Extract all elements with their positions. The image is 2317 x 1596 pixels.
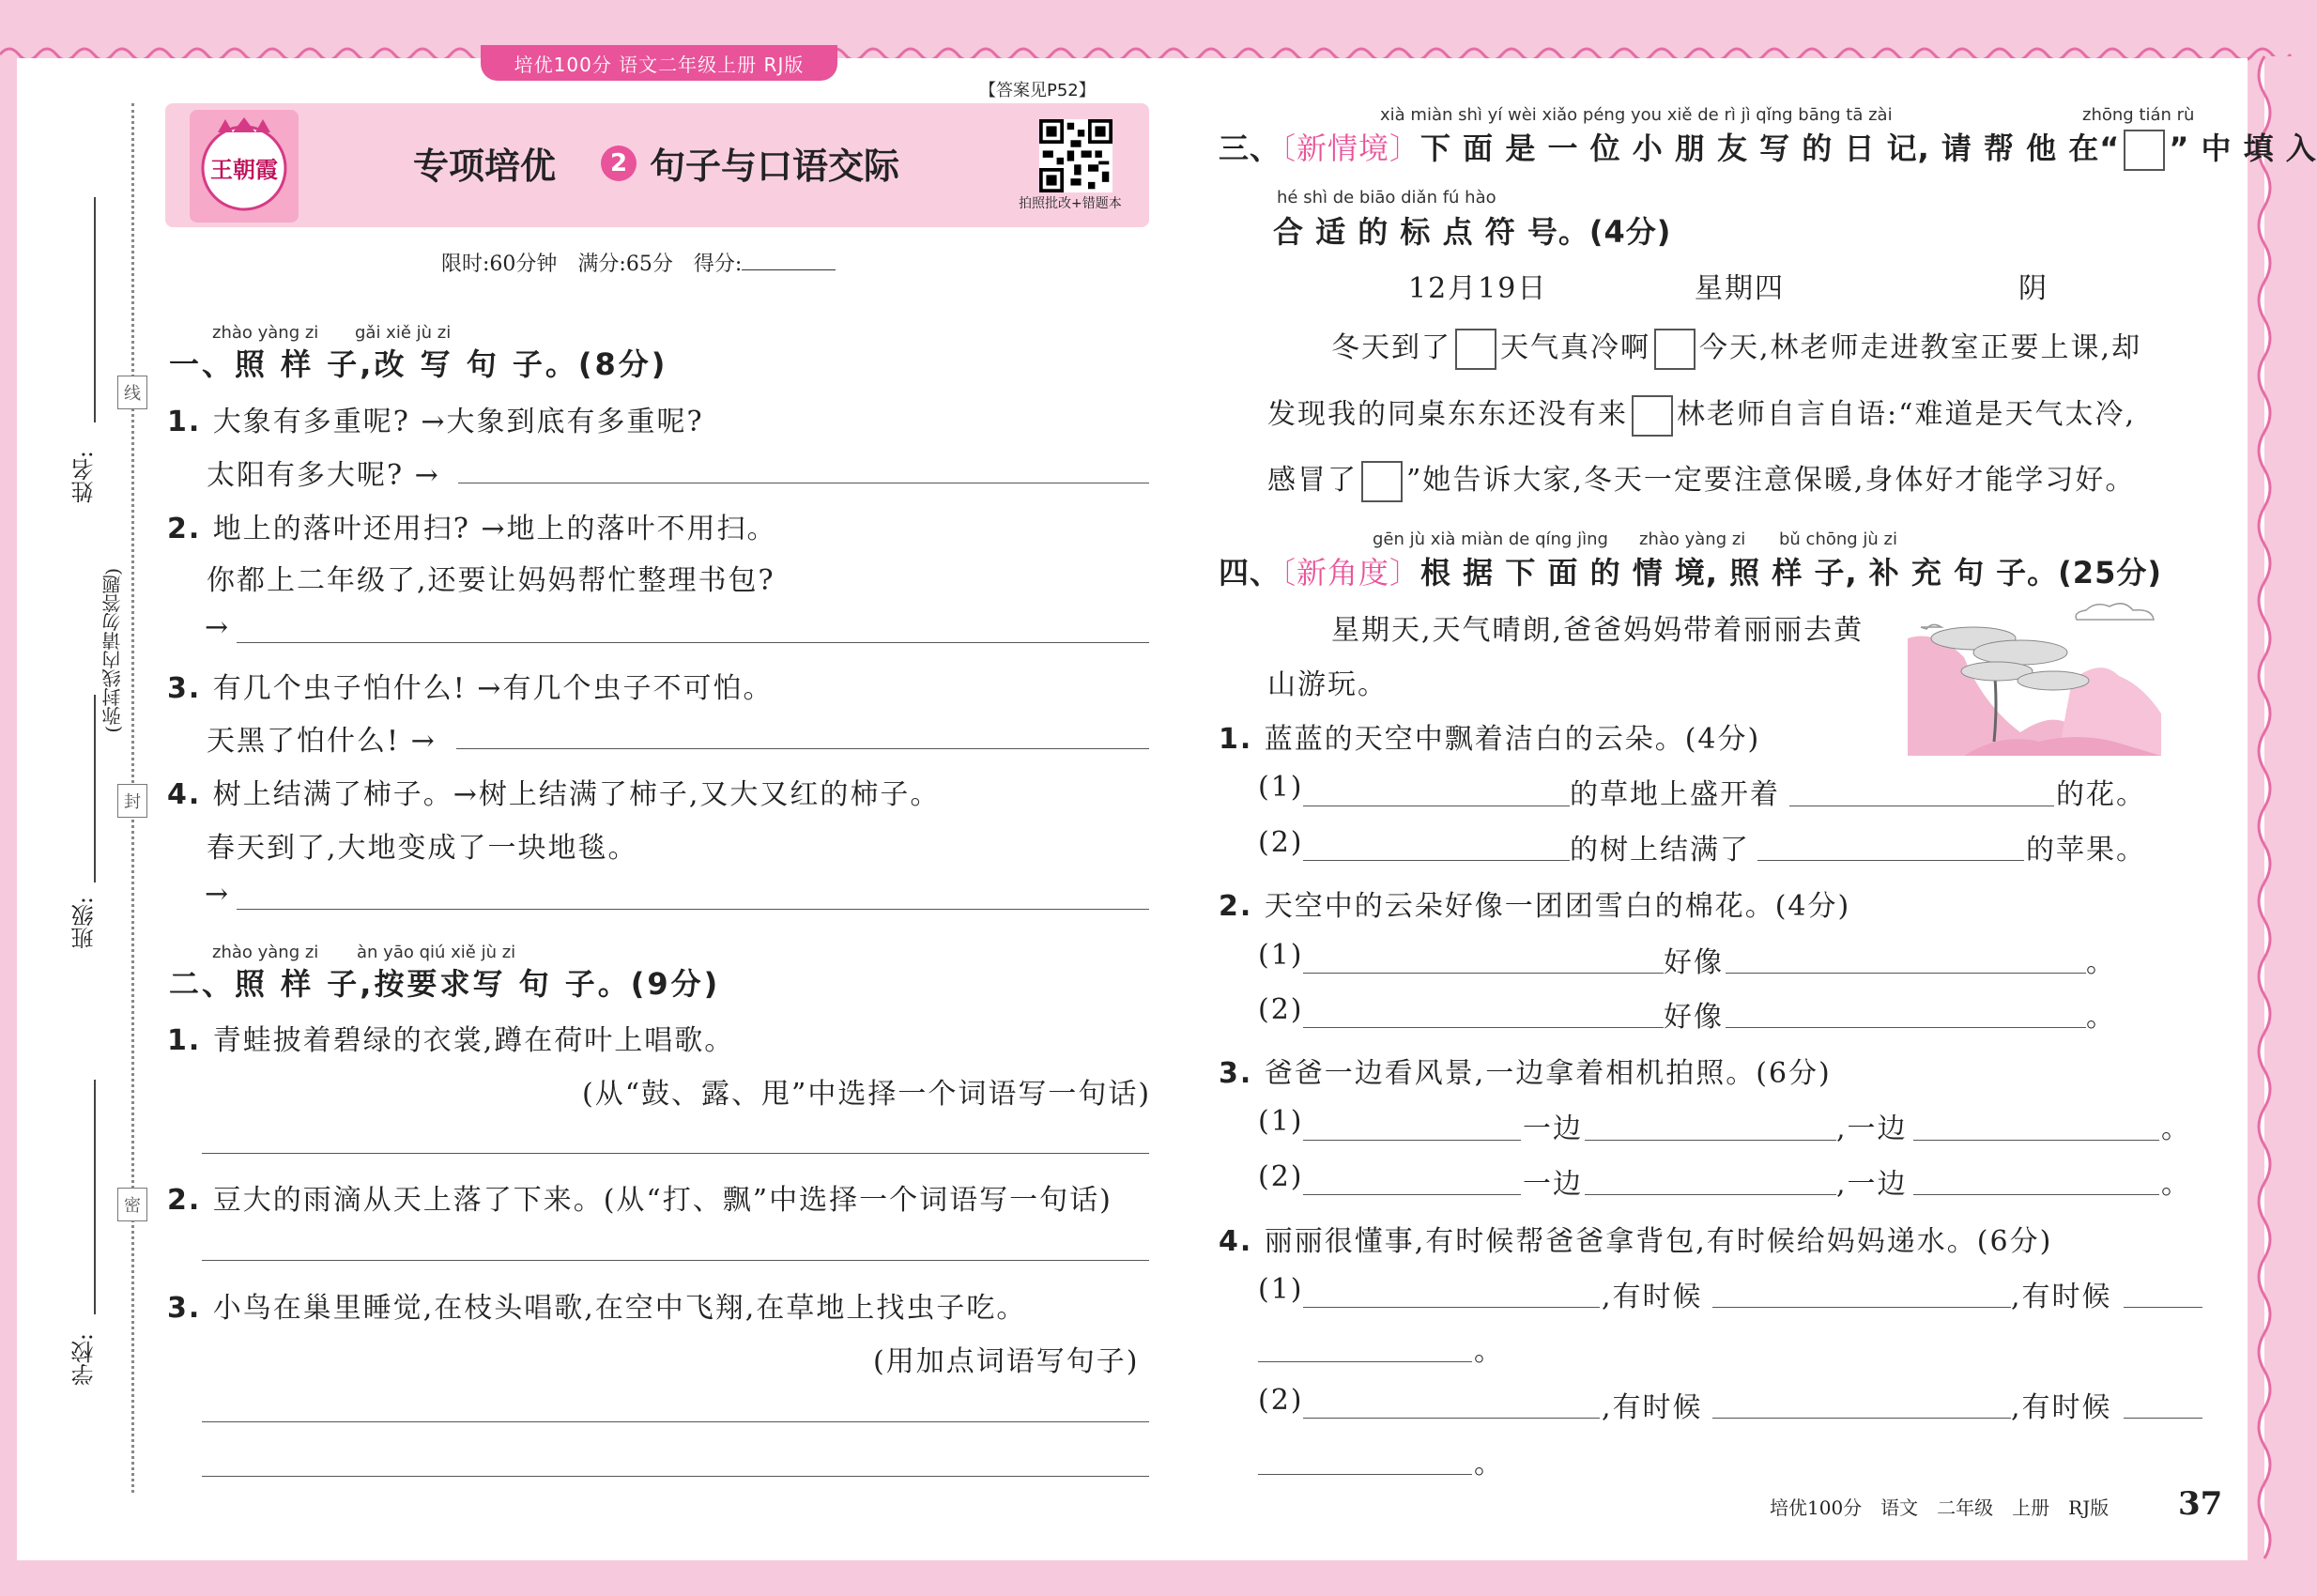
answer-line[interactable] xyxy=(1757,860,2024,861)
sec4-intro-1: 星期天,天气晴朗,爸爸妈妈带着丽丽去黄 xyxy=(1331,614,1864,647)
side-word: 一边 xyxy=(1523,1168,1583,1201)
sometimes-word: ,有时候 xyxy=(1602,1391,1703,1424)
blank-box[interactable] xyxy=(1361,461,1403,502)
footer-text: 培优100分 语文 二年级 上册 RJ版 xyxy=(1770,1496,2110,1519)
answer-line[interactable] xyxy=(1712,1418,2011,1419)
sec4-q4-1: (1) xyxy=(1258,1273,1304,1306)
sec4-intro-2: 山游玩。 xyxy=(1267,668,1388,701)
sec4-q1-2c: 的苹果。 xyxy=(2026,834,2146,867)
school-blank-line xyxy=(94,1080,96,1314)
diary-date: 12月19日 xyxy=(1408,272,1548,305)
answer-line[interactable] xyxy=(1258,1474,1472,1475)
title-prefix: 专项培优 xyxy=(413,146,557,187)
sec4-q4: 4. 丽丽很懂事,有时候帮爸爸拿背包,有时候给妈妈递水。(6分) xyxy=(1219,1225,2053,1258)
title-number-badge: 2 xyxy=(601,146,637,181)
svg-text:王朝霞: 王朝霞 xyxy=(210,156,278,183)
sec1-pinyin-2: gǎi xiě jù zi xyxy=(355,323,452,343)
seal-box-line: 线 xyxy=(117,376,147,409)
qr-code-icon[interactable] xyxy=(1039,119,1112,192)
seal-note: (弥封线内请勿答题) xyxy=(101,568,124,733)
answer-line[interactable] xyxy=(202,1421,1149,1422)
class-blank-line xyxy=(94,695,96,882)
sec4-q2-1: (1) xyxy=(1258,939,1304,972)
school-label: 学校: xyxy=(71,1333,98,1387)
diary-line-2: 发现我的同桌东东还没有来 林老师自言自语:“难道是天气太冷, xyxy=(1267,391,2136,437)
sec1-q1b: 太阳有多大呢? → xyxy=(207,459,440,492)
name-blank-line xyxy=(94,197,96,422)
like-word: 好像 xyxy=(1664,946,1724,979)
sec2-q3-note: (用加点词语写句子) xyxy=(873,1345,1140,1378)
sec4-q2-2: (2) xyxy=(1258,993,1304,1026)
sec2-pinyin-1: zhào yàng zi xyxy=(212,943,319,962)
answer-line[interactable] xyxy=(1726,973,2086,974)
sec1-q4: 4. 树上结满了柿子。→树上结满了柿子,又大又红的柿子。 xyxy=(167,778,941,811)
sec4-q1: 1. 蓝蓝的天空中飘着洁白的云朵。(4分) xyxy=(1219,723,1761,756)
sec2-q1: 1. 青蛙披着碧绿的衣裳,蹲在荷叶上唱歌。 xyxy=(167,1024,735,1057)
answer-line[interactable] xyxy=(1913,1140,2159,1141)
sec2-q1-note: (从“鼓、露、甩”中选择一个词语写一句话) xyxy=(582,1078,1152,1111)
answer-line[interactable] xyxy=(202,1260,1149,1261)
diary-weekday: 星期四 xyxy=(1695,272,1785,305)
answer-line[interactable] xyxy=(456,748,1149,749)
header-tab: 培优100分 语文二年级上册 RJ版 xyxy=(481,45,837,81)
sec1-q1: 1. 大象有多重呢? →大象到底有多重呢? xyxy=(167,406,704,438)
sec1-q2b: 你都上二年级了,还要让妈妈帮忙整理书包? xyxy=(207,564,775,597)
name-label: 姓名: xyxy=(71,451,98,504)
side-word-2: ,一边 xyxy=(1836,1113,1908,1145)
sec2-pinyin-2: àn yāo qiú xiě jù zi xyxy=(357,943,516,962)
side-word: 一边 xyxy=(1523,1113,1583,1145)
answer-line[interactable] xyxy=(1303,973,1664,974)
sec1-q4b: 春天到了,大地变成了一块地毯。 xyxy=(207,832,638,865)
answer-line[interactable] xyxy=(1303,860,1570,861)
sec2-q2: 2. 豆大的雨滴从天上落了下来。(从“打、飘”中选择一个词语写一句话) xyxy=(167,1184,1112,1217)
period: 。 xyxy=(2086,946,2116,979)
sec4-pinyin-2: zhào yàng zi xyxy=(1639,529,1746,549)
page-title xyxy=(413,137,899,189)
seal-box-seal: 封 xyxy=(117,784,147,818)
sometimes-word: ,有时候 xyxy=(1602,1281,1703,1313)
arrow-symbol: → xyxy=(205,878,231,911)
sometimes-word: ,有时候 xyxy=(2011,1281,2112,1313)
sometimes-word: ,有时候 xyxy=(2011,1391,2112,1424)
answer-line[interactable] xyxy=(1303,1418,1600,1419)
sec3-title-2: 合 适 的 标 点 符 号。(4分) xyxy=(1273,214,1672,250)
sec4-q3-2: (2) xyxy=(1258,1160,1304,1193)
exam-meta: 限时:60分钟 满分:65分 得分: xyxy=(441,248,836,277)
sec4-pinyin-1: gēn jù xià miàn de qíng jìng xyxy=(1373,529,1608,549)
answer-line[interactable] xyxy=(1712,1307,2011,1308)
sec4-q2: 2. 天空中的云朵好像一团团雪白的棉花。(4分) xyxy=(1219,890,1851,923)
answer-reference: 【答案见P52】 xyxy=(979,81,1096,100)
answer-line[interactable] xyxy=(1303,1027,1664,1028)
sec3-pinyin-1: xià miàn shì yí wèi xiǎo péng you xiě de rì jì qǐng bāng tā zài xyxy=(1380,105,1893,125)
sec2-title: 二、照 样 子,按要求写 句 子。(9分) xyxy=(169,966,721,1002)
period: 。 xyxy=(2086,1001,2116,1034)
sec2-q3: 3. 小鸟在巢里睡觉,在枝头唱歌,在空中飞翔,在草地上找虫子吃。 xyxy=(167,1292,1027,1325)
answer-line[interactable] xyxy=(1585,1140,1836,1141)
sec1-q2: 2. 地上的落叶还用扫? →地上的落叶不用扫。 xyxy=(167,513,777,545)
blank-box[interactable] xyxy=(1455,329,1496,370)
brand-logo xyxy=(188,108,300,224)
sec4-q3: 3. 爸爸一边看风景,一边拿着相机拍照。(6分) xyxy=(1219,1057,1832,1090)
answer-line[interactable] xyxy=(202,1476,1149,1477)
wavy-right-border xyxy=(2244,56,2300,1577)
sec4-pinyin-3: bǔ chōng jù zi xyxy=(1779,529,1898,549)
sec1-pinyin-1: zhào yàng zi xyxy=(212,323,319,343)
blank-box[interactable] xyxy=(1654,329,1696,370)
sec1-q3b: 天黑了怕什么! → xyxy=(207,725,437,758)
sec4-q1-2: (2) xyxy=(1258,826,1304,859)
answer-line[interactable] xyxy=(1258,1361,1472,1362)
side-word-2: ,一边 xyxy=(1836,1168,1908,1201)
class-label: 班级: xyxy=(71,897,98,950)
sec3-pinyin-1b: zhōng tián rù xyxy=(2082,105,2195,125)
answer-line[interactable] xyxy=(1303,1140,1521,1141)
answer-line[interactable] xyxy=(1913,1194,2159,1195)
answer-line[interactable] xyxy=(2124,1307,2202,1308)
period: 。 xyxy=(2161,1168,2191,1201)
arrow-symbol: → xyxy=(205,611,231,644)
diary-line-3: 感冒了 ”她告诉大家,冬天一定要注意保暖,身体好才能学习好。 xyxy=(1267,456,2135,502)
answer-line[interactable] xyxy=(1303,1307,1600,1308)
diary-weather: 阴 xyxy=(2018,272,2048,305)
title-text: 句子与口语交际 xyxy=(650,146,900,187)
answer-line[interactable] xyxy=(237,909,1149,910)
answer-line[interactable] xyxy=(1585,1194,1836,1195)
score-blank[interactable] xyxy=(742,269,836,270)
sec4-q4-2: (2) xyxy=(1258,1384,1304,1417)
sec4-q1-2b: 的树上结满了 xyxy=(1570,834,1750,867)
sec1-title: 一、照 样 子,改 写 句 子。(8分) xyxy=(169,346,668,382)
period: 。 xyxy=(1474,1448,1504,1481)
sec4-q1-1c: 的花。 xyxy=(2056,778,2146,811)
seal-box-secret: 密 xyxy=(117,1188,147,1221)
period: 。 xyxy=(1474,1335,1504,1368)
sec4-q1-1: (1) xyxy=(1258,771,1304,804)
answer-line[interactable] xyxy=(1726,1027,2086,1028)
mountain-illustration xyxy=(1908,601,2161,756)
sec4-q1-1b: 的草地上盛开着 xyxy=(1570,778,1780,811)
sec1-q3: 3. 有几个虫子怕什么! →有几个虫子不可怕。 xyxy=(167,672,774,705)
blank-box[interactable] xyxy=(2124,130,2165,171)
period: 。 xyxy=(2161,1113,2191,1145)
sec3-pinyin-2: hé shì de biāo diǎn fú hào xyxy=(1277,188,1496,207)
answer-line[interactable] xyxy=(1303,1194,1521,1195)
answer-line[interactable] xyxy=(202,1153,1149,1154)
page-number: 37 xyxy=(2178,1485,2223,1523)
sec3-title: 三、〔新情境〕下 面 是 一 位 小 朋 友 写 的 日 记, 请 帮 他 在“ ” 中 填 入 xyxy=(1219,125,2317,171)
answer-line[interactable] xyxy=(2124,1418,2202,1419)
qr-caption: 拍照批改+错题本 xyxy=(1019,196,1122,211)
answer-line[interactable] xyxy=(237,642,1149,643)
blank-box[interactable] xyxy=(1632,395,1673,437)
sec4-q3-1: (1) xyxy=(1258,1105,1304,1138)
diary-line-1: 冬天到了 天气真冷啊 今天,林老师走进教室正要上课,却 xyxy=(1331,324,2141,370)
sec4-title: 四、〔新角度〕根 据 下 面 的 情 境, 照 样 子, 补 充 句 子。(25分) xyxy=(1219,555,2162,591)
like-word: 好像 xyxy=(1664,1001,1724,1034)
